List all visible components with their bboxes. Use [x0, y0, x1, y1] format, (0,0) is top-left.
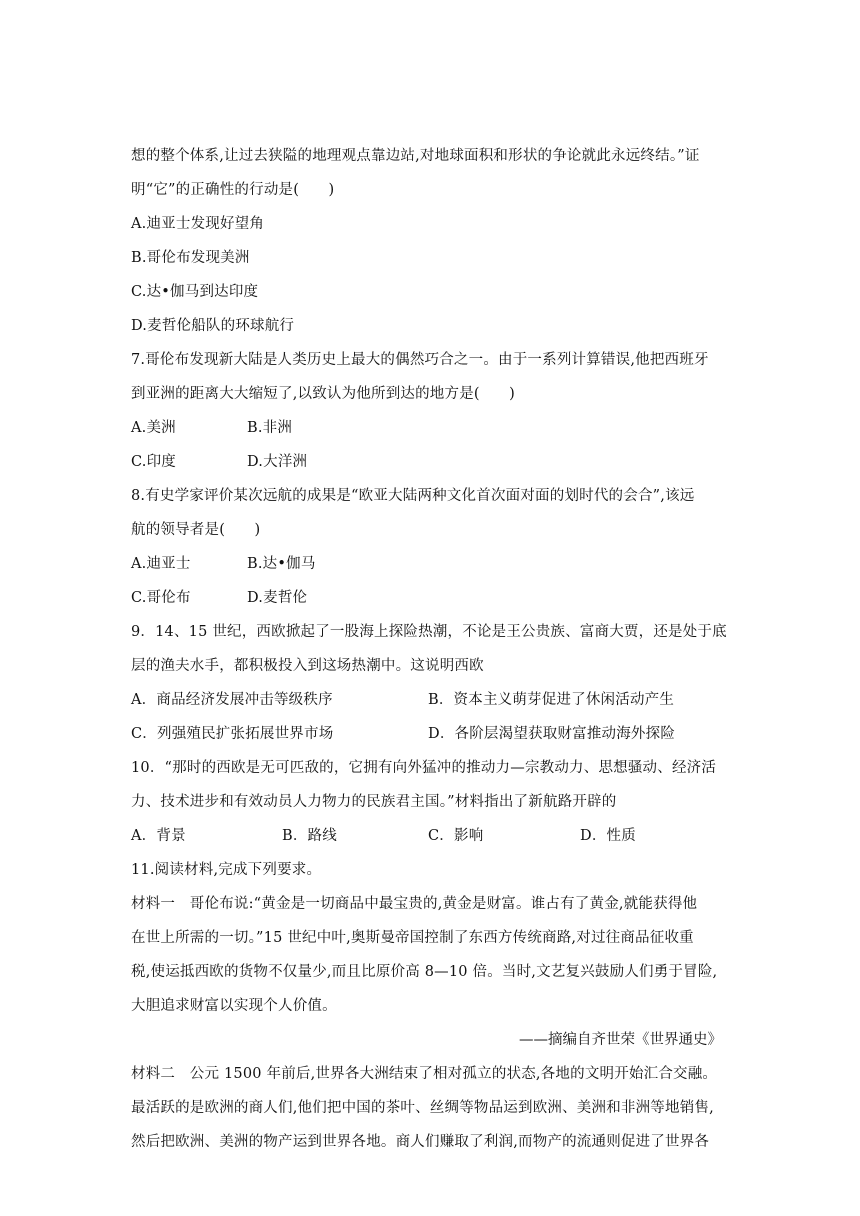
- q10-option-c: C．影响: [428, 828, 484, 844]
- q10-option-a: A．背景: [131, 828, 186, 844]
- q11-material-2-line-3: 然后把欧洲、美洲的物产运到世界各地。商人们赚取了利润,而物产的流通则促进了世界各: [131, 1134, 710, 1150]
- q9-option-a: A．商品经济发展冲击等级秩序: [131, 692, 333, 708]
- q11-title: 11.阅读材料,完成下列要求。: [131, 862, 322, 878]
- q11-material-1-line-4: 大胆追求财富以实现个人价值。: [131, 998, 337, 1014]
- q8-options-row-2: [131, 586, 308, 607]
- q7-option-d: D.大洋洲: [247, 454, 308, 470]
- q6-stem-line-2: 明“它”的正确性的行动是( ): [131, 182, 335, 198]
- q7-option-c: C.印度: [131, 454, 176, 470]
- q10-stem-line-2: 力、技术进步和有效动员人力物力的民族君主国。”材料指出了新航路开辟的: [131, 794, 617, 810]
- q9-options-row-1: [131, 688, 675, 709]
- q8-stem-line-2: 航的领导者是( ): [131, 522, 261, 538]
- q11-material-1-line-1: 材料一 哥伦布说:“黄金是一切商品中最宝贵的,黄金是财富。谁占有了黄金,就能获得他: [131, 896, 698, 912]
- q8-option-d: D.麦哲伦: [247, 590, 308, 606]
- q8-option-c: C.哥伦布: [131, 590, 191, 606]
- q8-option-b: B.达•伽马: [247, 556, 316, 572]
- q9-stem-line-2: 层的渔夫水手，都积极投入到这场热潮中。这说明西欧: [131, 658, 484, 674]
- q6-option-a: A.迪亚士发现好望角: [131, 216, 265, 232]
- q7-stem-line-1: 7.哥伦布发现新大陆是人类历史上最大的偶然巧合之一。由于一系列计算错误,他把西班牙: [131, 352, 709, 368]
- q9-option-b: B．资本主义萌芽促进了休闲活动产生: [428, 692, 675, 708]
- q11-material-1-line-2: 在世上所需的一切。”15 世纪中叶,奥斯曼帝国控制了东西方传统商路,对过往商品征收重: [131, 930, 694, 946]
- q10-option-b: B．路线: [282, 828, 337, 844]
- q8-options-row-1: [131, 552, 316, 573]
- q6-option-c: C.达•伽马到达印度: [131, 284, 259, 300]
- q11-material-1-line-3: 税,使运抵西欧的货物不仅量少,而且比原价高 8—10 倍。当时,文艺复兴鼓励人们勇于冒险,: [131, 964, 718, 980]
- q11-material-2-line-1: 材料二 公元 1500 年前后,世界各大洲结束了相对孤立的状态,各地的文明开始汇合交融。: [131, 1066, 718, 1082]
- q7-option-b: B.非洲: [247, 420, 293, 436]
- q9-option-c: C．列强殖民扩张拓展世界市场: [131, 726, 334, 742]
- q8-option-a: A.迪亚士: [131, 556, 191, 572]
- q7-options-row-2: [131, 450, 308, 471]
- q6-stem-line-1: 想的整个体系,让过去狭隘的地理观点靠边站,对地球面积和形状的争论就此永远终结。”证: [131, 148, 700, 164]
- q10-stem-line-1: 10．“那时的西欧是无可匹敌的，它拥有向外猛冲的推动力—宗教动力、思想骚动、经济活: [131, 760, 717, 776]
- q6-option-b: B.哥伦布发现美洲: [131, 250, 250, 266]
- q6-option-d: D.麦哲伦船队的环球航行: [131, 318, 295, 334]
- q9-stem-line-1: 9．14、15 世纪，西欧掀起了一股海上探险热潮，不论是王公贵族、富商大贾，还是处于底: [131, 624, 727, 640]
- q9-options-row-2: [131, 722, 676, 743]
- q11-material-1-source: ——摘编自齐世荣《世界通史》: [519, 1032, 722, 1048]
- q10-option-d: D．性质: [580, 828, 636, 844]
- q7-option-a: A.美洲: [131, 420, 176, 436]
- q10-options-row: [131, 824, 636, 845]
- q8-stem-line-1: 8.有史学家评价某次远航的成果是“欧亚大陆两种文化首次面对面的划时代的会合”,该远: [131, 488, 695, 504]
- q7-options-row-1: [131, 416, 293, 437]
- q7-stem-line-2: 到亚洲的距离大大缩短了,以致认为他所到达的地方是( ): [131, 386, 516, 402]
- q11-material-2-line-2: 最活跃的是欧洲的商人们,他们把中国的茶叶、丝绸等物品运到欧洲、美洲和非洲等地销售,: [131, 1100, 714, 1116]
- q9-option-d: D．各阶层渴望获取财富推动海外探险: [428, 726, 676, 742]
